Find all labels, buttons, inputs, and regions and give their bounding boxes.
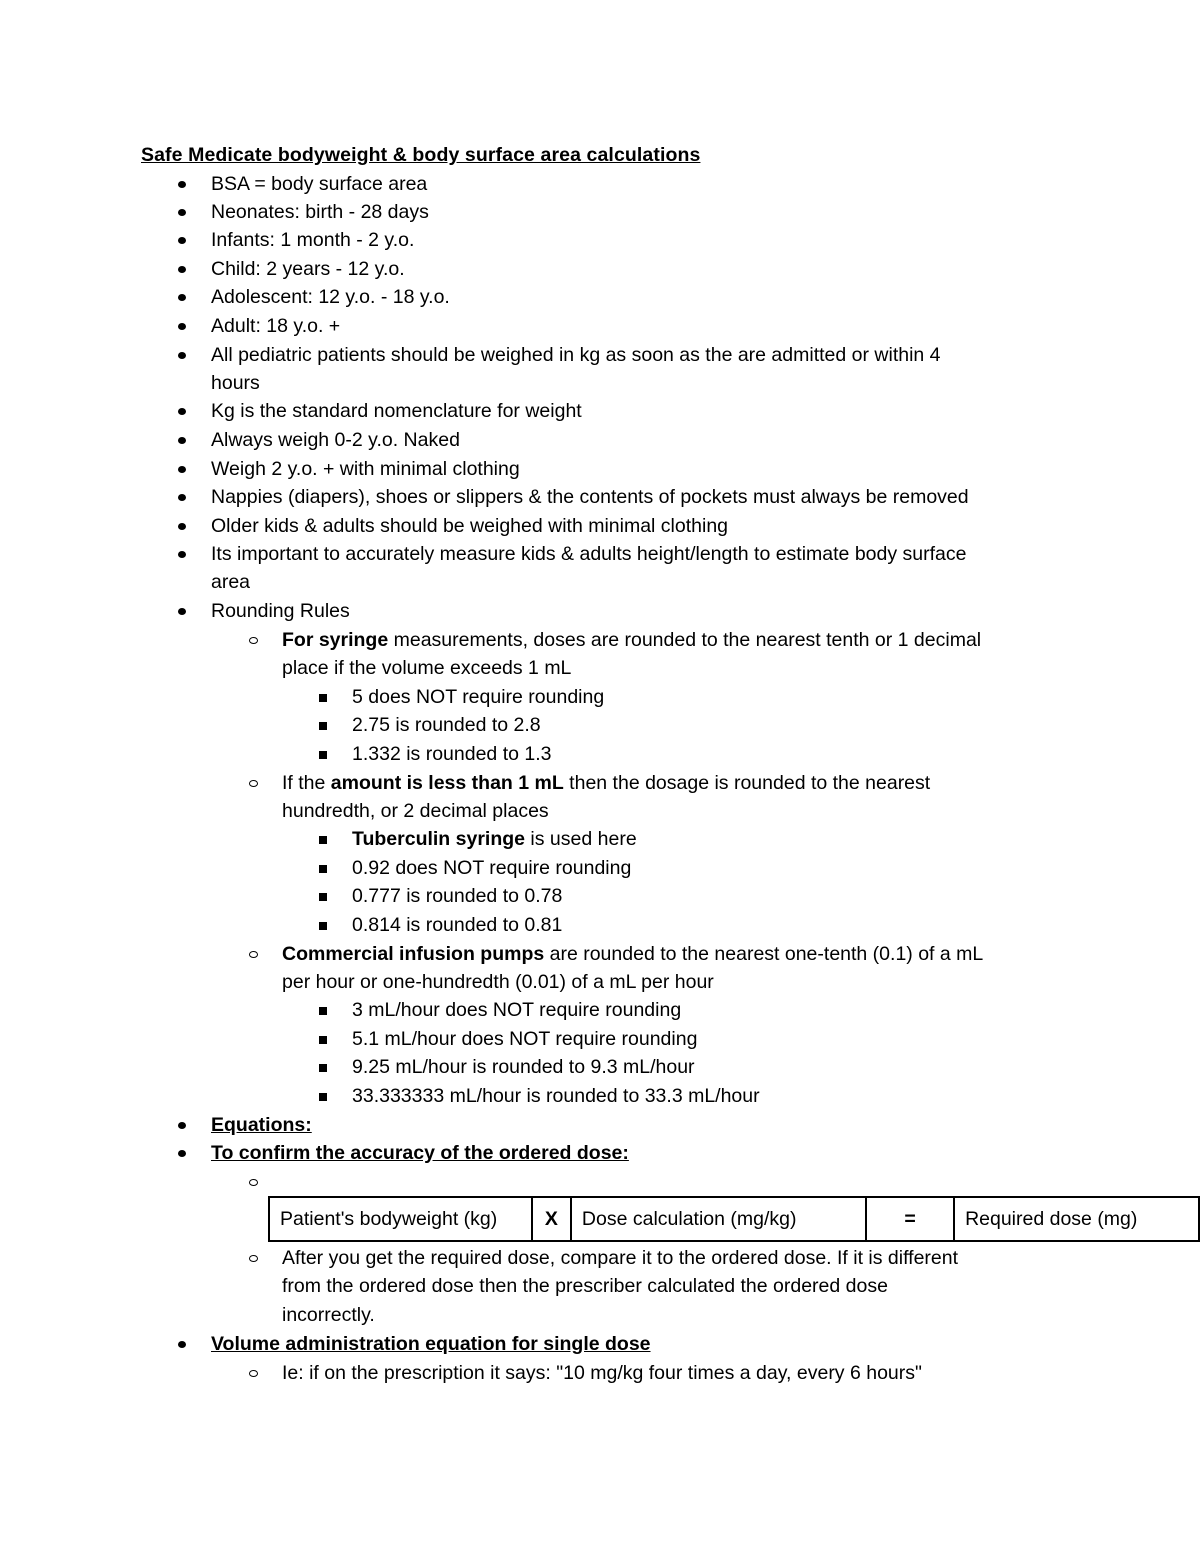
list-item: 1.332 is rounded to 1.3	[352, 743, 552, 765]
section-heading: Volume administration equation for single dose	[211, 1333, 651, 1355]
list-item-continued: hours	[211, 372, 260, 394]
list-item: Child: 2 years - 12 y.o.	[211, 258, 405, 280]
list-item: 9.25 mL/hour is rounded to 9.3 mL/hour	[352, 1056, 695, 1078]
bullet-circle-icon	[249, 951, 258, 958]
list-item: All pediatric patients should be weighed in kg as soon as the are admitted or within 4	[211, 344, 941, 366]
table-cell: X	[532, 1197, 571, 1241]
bullet-dot-icon	[178, 1150, 186, 1157]
table-cell: Patient's bodyweight (kg)	[269, 1197, 532, 1241]
list-item: After you get the required dose, compare it to the ordered dose. If it is different	[282, 1247, 959, 1269]
list-item-continued: from the ordered dose then the prescriber calculated the ordered dose	[282, 1275, 888, 1297]
list-item: Older kids & adults should be weighed with minimal clothing	[211, 515, 729, 537]
bullet-dot-icon	[178, 323, 186, 330]
section-heading: To confirm the accuracy of the ordered dose:	[211, 1142, 629, 1164]
bullet-square-icon	[319, 1064, 327, 1072]
text-span: If the	[282, 772, 331, 794]
list-item	[282, 769, 930, 797]
bullet-dot-icon	[178, 408, 186, 415]
bullet-dot-icon	[178, 1341, 186, 1348]
list-item	[282, 940, 983, 968]
list-item: Kg is the standard nomenclature for weight	[211, 400, 582, 422]
bullet-circle-icon	[249, 780, 258, 787]
list-item-continued: hundredth, or 2 decimal places	[282, 800, 549, 822]
list-item: Adult: 18 y.o. +	[211, 315, 341, 337]
bullet-square-icon	[319, 1093, 327, 1101]
list-item	[352, 825, 637, 853]
bullet-dot-icon	[178, 209, 186, 216]
list-item: 33.333333 mL/hour is rounded to 33.3 mL/hour	[352, 1085, 760, 1107]
list-item: Adolescent: 12 y.o. - 18 y.o.	[211, 286, 450, 308]
bullet-square-icon	[319, 1007, 327, 1015]
bullet-dot-icon	[178, 181, 186, 188]
bullet-dot-icon	[178, 237, 186, 244]
section-heading: Equations:	[211, 1114, 312, 1136]
bullet-square-icon	[319, 922, 327, 930]
text-span: measurements, doses are rounded to the nearest tenth or 1 decimal	[388, 629, 982, 651]
table-cell: =	[866, 1197, 954, 1241]
bullet-dot-icon	[178, 551, 186, 558]
list-item: 5.1 mL/hour does NOT require rounding	[352, 1028, 698, 1050]
text-span: are rounded to the nearest one-tenth (0.1) of a mL	[544, 943, 984, 965]
bullet-square-icon	[319, 836, 327, 844]
bullet-circle-icon	[249, 1179, 258, 1186]
text-span: is used here	[525, 828, 637, 850]
list-item: 0.92 does NOT require rounding	[352, 857, 632, 879]
bullet-dot-icon	[178, 266, 186, 273]
bold-text: For syringe	[282, 629, 389, 651]
list-item: 2.75 is rounded to 2.8	[352, 714, 541, 736]
list-item: BSA = body surface area	[211, 173, 428, 195]
table-cell: Dose calculation (mg/kg)	[571, 1197, 866, 1241]
list-item-continued: place if the volume exceeds 1 mL	[282, 657, 572, 679]
bullet-dot-icon	[178, 608, 186, 615]
list-item-continued: incorrectly.	[282, 1304, 375, 1326]
document-title: Safe Medicate bodyweight & body surface area calculations	[141, 144, 701, 166]
bullet-square-icon	[319, 893, 327, 901]
bullet-square-icon	[319, 865, 327, 873]
bullet-dot-icon	[178, 466, 186, 473]
list-item: Infants: 1 month - 2 y.o.	[211, 229, 415, 251]
bullet-circle-icon	[249, 637, 258, 644]
list-item: Its important to accurately measure kids & adults height/length to estimate body surface	[211, 543, 967, 565]
bold-text: amount is less than 1 mL	[330, 772, 564, 794]
bullet-dot-icon	[178, 352, 186, 359]
list-item: 3 mL/hour does NOT require rounding	[352, 999, 682, 1021]
bullet-square-icon	[319, 751, 327, 759]
equation-table	[268, 1196, 1200, 1242]
table-row	[269, 1197, 1199, 1241]
list-item: Weigh 2 y.o. + with minimal clothing	[211, 458, 520, 480]
list-item: 0.814 is rounded to 0.81	[352, 914, 563, 936]
bullet-circle-icon	[249, 1370, 258, 1377]
bullet-dot-icon	[178, 1122, 186, 1129]
bullet-square-icon	[319, 694, 327, 702]
list-item	[282, 626, 981, 654]
bullet-square-icon	[319, 722, 327, 730]
list-item: Nappies (diapers), shoes or slippers & the contents of pockets must always be removed	[211, 486, 969, 508]
bullet-square-icon	[319, 1036, 327, 1044]
list-item: Rounding Rules	[211, 600, 350, 622]
list-item: Ie: if on the prescription it says: "10 mg/kg four times a day, every 6 hours"	[282, 1362, 922, 1384]
bullet-dot-icon	[178, 494, 186, 501]
text-span: then the dosage is rounded to the nearest	[563, 772, 931, 794]
bold-text: Commercial infusion pumps	[282, 943, 545, 965]
bullet-dot-icon	[178, 437, 186, 444]
list-item: Neonates: birth - 28 days	[211, 201, 429, 223]
bullet-dot-icon	[178, 523, 186, 530]
bullet-circle-icon	[249, 1255, 258, 1262]
bullet-dot-icon	[178, 294, 186, 301]
bold-text: Tuberculin syringe	[352, 828, 526, 850]
list-item: 5 does NOT require rounding	[352, 686, 605, 708]
table-cell: Required dose (mg)	[954, 1197, 1199, 1241]
list-item: Always weigh 0-2 y.o. Naked	[211, 429, 460, 451]
list-item-continued: area	[211, 571, 251, 593]
list-item: 0.777 is rounded to 0.78	[352, 885, 563, 907]
list-item-continued: per hour or one-hundredth (0.01) of a mL per hour	[282, 971, 714, 993]
